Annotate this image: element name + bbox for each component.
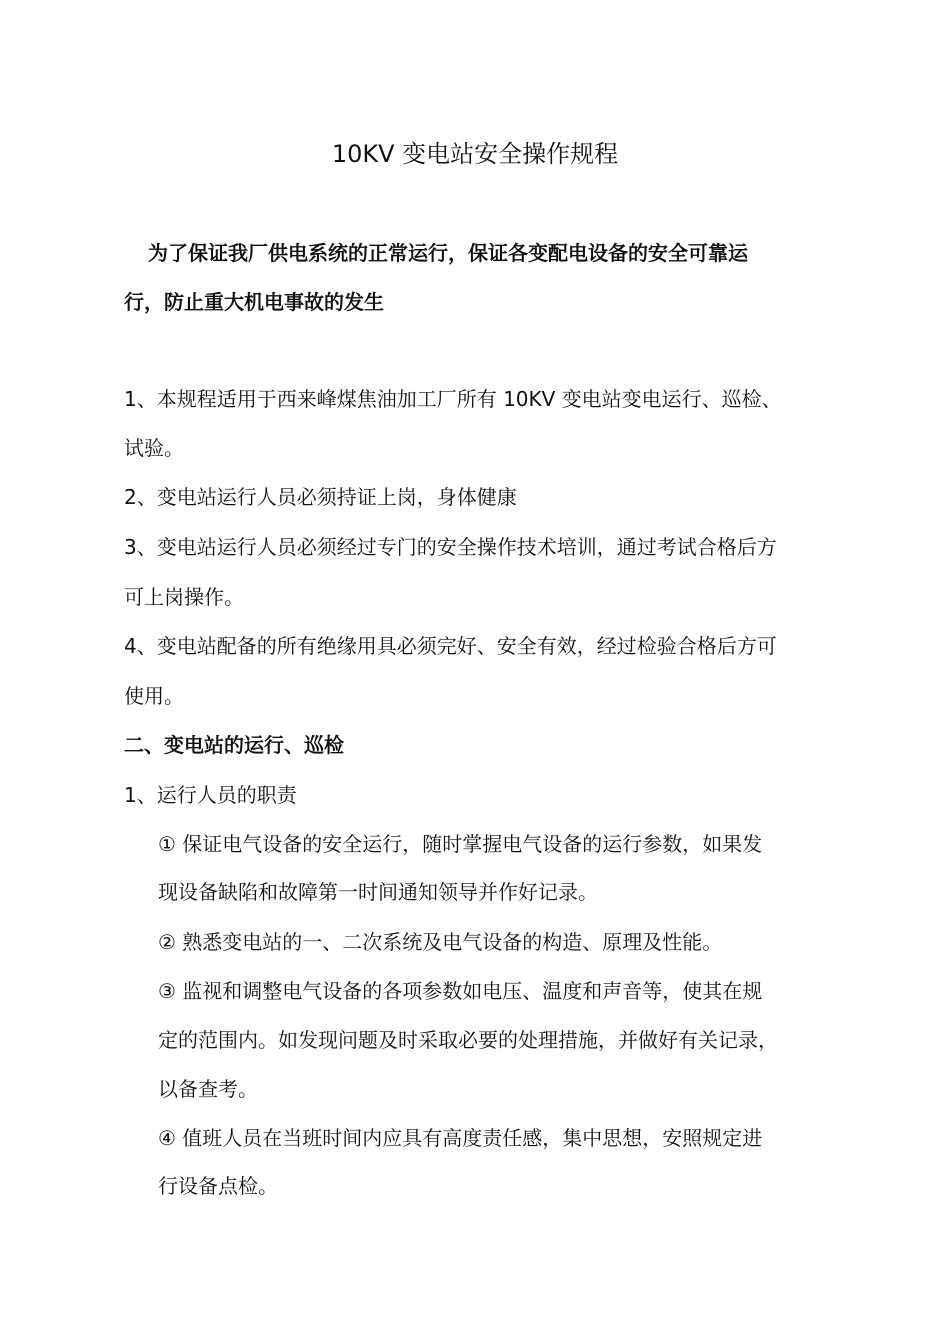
item-1-line-2: 试验。 xyxy=(124,436,184,460)
duty-4-line-2: 行设备点检。 xyxy=(158,1174,278,1198)
duty-3-line-3: 以备查考。 xyxy=(158,1077,258,1101)
duty-4-line-1: ④ 值班人员在当班时间内应具有高度责任感，集中思想，安照规定进 xyxy=(158,1126,763,1150)
item-3-line-1: 3、变电站运行人员必须经过专门的安全操作技术培训，通过考试合格后方 xyxy=(124,535,777,559)
intro-line-2: 行，防止重大机电事故的发生 xyxy=(124,290,384,314)
duty-3-line-1: ③ 监视和调整电气设备的各项参数如电压、温度和声音等，使其在规 xyxy=(158,979,763,1003)
duty-1-line-1: ① 保证电气设备的安全运行，随时掌握电气设备的运行参数，如果发 xyxy=(158,832,763,856)
document-title: 10KV 变电站安全操作规程 xyxy=(331,140,619,168)
duty-2-line-1: ② 熟悉变电站的一、二次系统及电气设备的构造、原理及性能。 xyxy=(158,930,723,954)
duty-1-line-2: 现设备缺陷和故障第一时间通知领导并作好记录。 xyxy=(158,880,598,904)
section-2-heading: 二、变电站的运行、巡检 xyxy=(124,733,344,757)
item-2-line-1: 2、变电站运行人员必须持证上岗，身体健康 xyxy=(124,485,517,509)
intro-line-1: 为了保证我厂供电系统的正常运行，保证各变配电设备的安全可靠运 xyxy=(148,241,748,265)
section-2-subheading: 1、运行人员的职责 xyxy=(124,783,297,807)
item-1-line-1: 1、本规程适用于西来峰煤焦油加工厂所有 10KV 变电站变电运行、巡检、 xyxy=(124,387,782,411)
duty-3-line-2: 定的范围内。如发现问题及时采取必要的处理措施，并做好有关记录， xyxy=(158,1028,778,1052)
item-4-line-1: 4、变电站配备的所有绝缘用具必须完好、安全有效，经过检验合格后方可 xyxy=(124,634,777,658)
item-4-line-2: 使用。 xyxy=(124,684,184,708)
item-3-line-2: 可上岗操作。 xyxy=(124,585,244,609)
